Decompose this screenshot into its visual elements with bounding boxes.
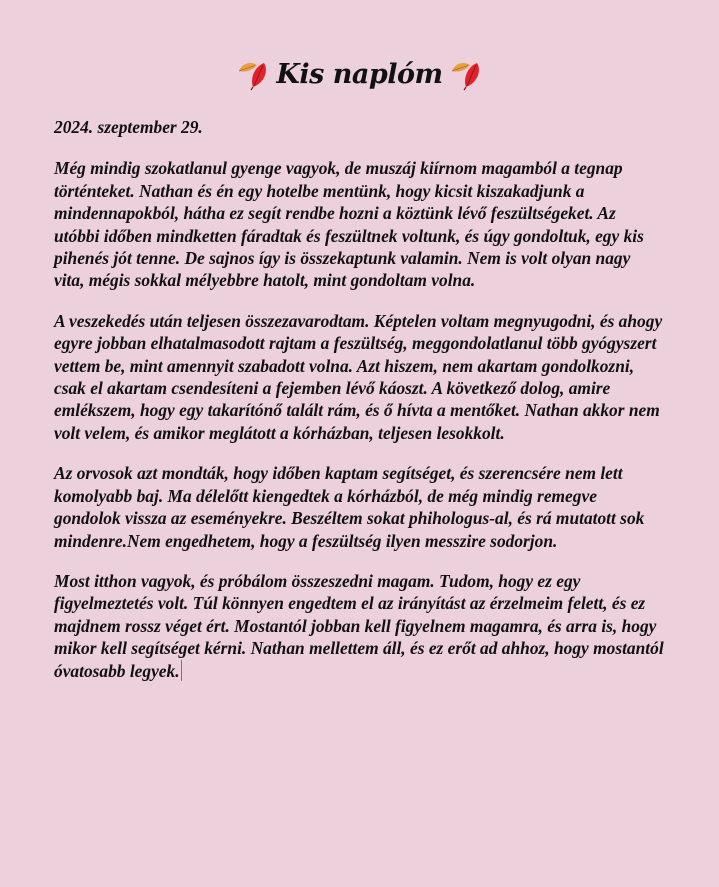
diary-header	[0, 52, 719, 96]
text-cursor	[181, 660, 182, 681]
entry-paragraph: Még mindig szokatlanul gyenge vagyok, de muszáj kiírnom magamból a tegnap történteket. Nathan és én egy hotelbe mentünk, hogy kicsit kiszakadjunk a mindennapokból, hátha ez segít rendbe hozni a köztünk lévő feszültségeket. Az utóbbi időben mindketten fáradtak és feszültnek voltunk, és úgy gondoltuk, egy kis pihenés jót tenne. De sajnos így is összekaptunk valamin. Nem is volt olyan nagy vita, mégis sokkal mélyebbre hatolt, mint gondoltam volna.	[54, 158, 644, 291]
entry-paragraph: Az orvosok azt mondták, hogy időben kaptam segítséget, és szerencsére nem lett komolyabb baj. Ma délelőtt kiengedtek a kórházból, de még mindig remegve gondolok vissza az eseményekre. Beszéltem sokat phihologus-al, és rá mutatott sok mindenre.Nem engedhetem, hogy a feszültség ilyen messzire sodorjon.	[54, 463, 645, 551]
fallen-leaves-icon	[236, 57, 270, 91]
diary-title: Kis naplóm	[276, 58, 443, 90]
fallen-leaves-icon	[449, 57, 483, 91]
diary-entry-editor[interactable]	[54, 116, 664, 700]
entry-paragraph-text: Most itthon vagyok, és próbálom összeszedni magam. Tudom, hogy ez egy figyelmeztetés volt. Túl könnyen engedtem el az irányítást az érzelmeim felett, és ez majdnem rossz véget ért. Mostantól jobban kell figyelnem magamra, és arra is, hogy mikor kell segítséget kérni. Nathan mellettem áll, és ez erőt ad ahhoz, hogy mostantól óvatosabb legyek.	[54, 570, 664, 681]
entry-paragraph	[54, 570, 664, 682]
entry-date: 2024. szeptember 29.	[54, 117, 203, 137]
entry-paragraph: A veszekedés után teljesen összezavarodtam. Képtelen voltam megnyugodni, és ahogy egyre jobban elhatalmasodott rajtam a feszültség, meggondolatlanul több gyógyszert vettem be, mint amennyit szabadott volna. Azt hiszem, nem akartam gondolkozni, csak el akartam csendesíteni a fejemben lévő káoszt. A következő dolog, amire emlékszem, hogy egy takarítónő talált rám, és ő hívta a mentőket. Nathan akkor nem volt velem, és amikor meglátott a kórházban, teljesen lesokkolt.	[54, 310, 663, 443]
